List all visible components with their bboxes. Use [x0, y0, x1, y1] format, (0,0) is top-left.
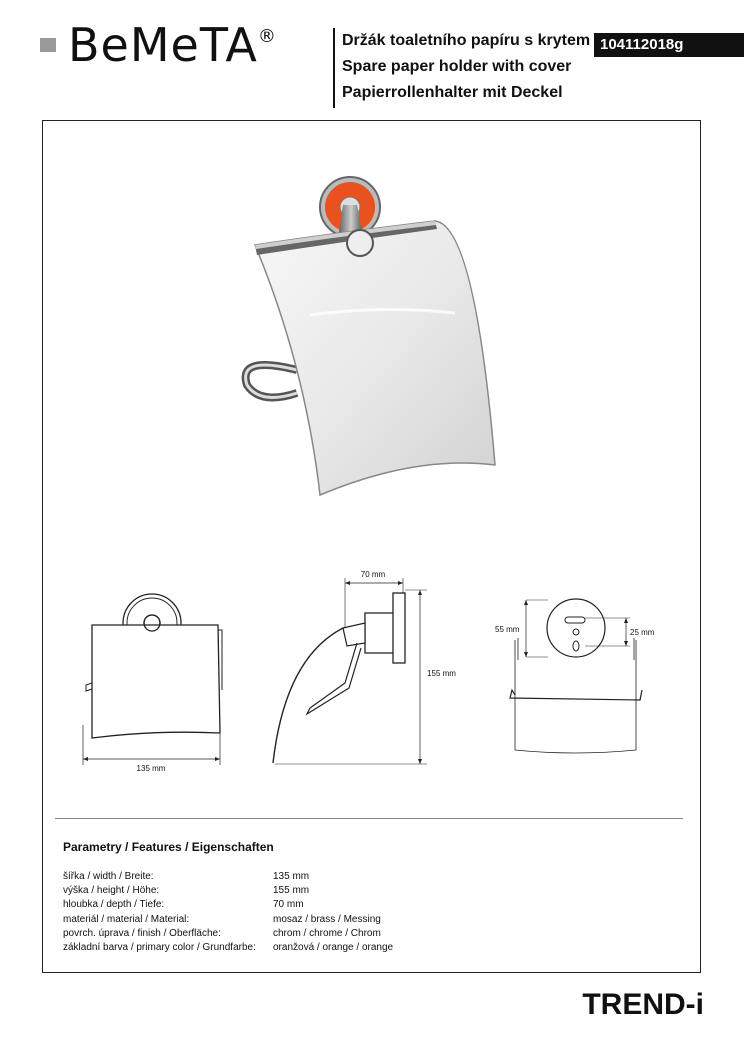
- features-title: Parametry / Features / Eigenschaften: [63, 840, 274, 854]
- dim-55: 55 mm: [495, 625, 520, 634]
- collection-name: TREND-i: [582, 988, 704, 1021]
- dim-height: 155 mm: [427, 669, 456, 678]
- logo-square: [40, 38, 56, 52]
- feature-row: materiál / material / Material: mosaz / brass / Messing: [63, 913, 381, 925]
- features-divider: [55, 818, 683, 819]
- side-drawing: [265, 568, 470, 778]
- title-cz: Držák toaletního papíru s krytem: [342, 32, 591, 49]
- dim-25: 25 mm: [630, 628, 655, 637]
- dim-depth: 70 mm: [360, 570, 386, 579]
- header-divider: [333, 28, 335, 108]
- back-drawing: [490, 590, 665, 770]
- features-table: [63, 870, 393, 955]
- feature-row: povrch. úprava / finish / Oberfläche: chrom / chrome / Chrom: [63, 927, 381, 939]
- feature-row: výška / height / Höhe: 155 mm: [63, 885, 310, 897]
- title-en: Spare paper holder with cover: [342, 58, 572, 75]
- dim-width: 135 mm: [136, 764, 166, 773]
- product-code: 104112018g: [594, 33, 744, 57]
- brand-logo: BeMeTA®: [68, 18, 277, 72]
- feature-row: základní barva / primary color / Grundfarbe: oranžová / orange / orange: [63, 942, 394, 954]
- front-drawing: [70, 575, 240, 780]
- product-photo: [225, 165, 525, 500]
- title-de: Papierrollenhalter mit Deckel: [342, 84, 563, 101]
- feature-row: hloubka / depth / Tiefe: 70 mm: [63, 899, 304, 911]
- product-titles: [342, 28, 590, 106]
- feature-row: šířka / width / Breite: 135 mm: [63, 871, 310, 882]
